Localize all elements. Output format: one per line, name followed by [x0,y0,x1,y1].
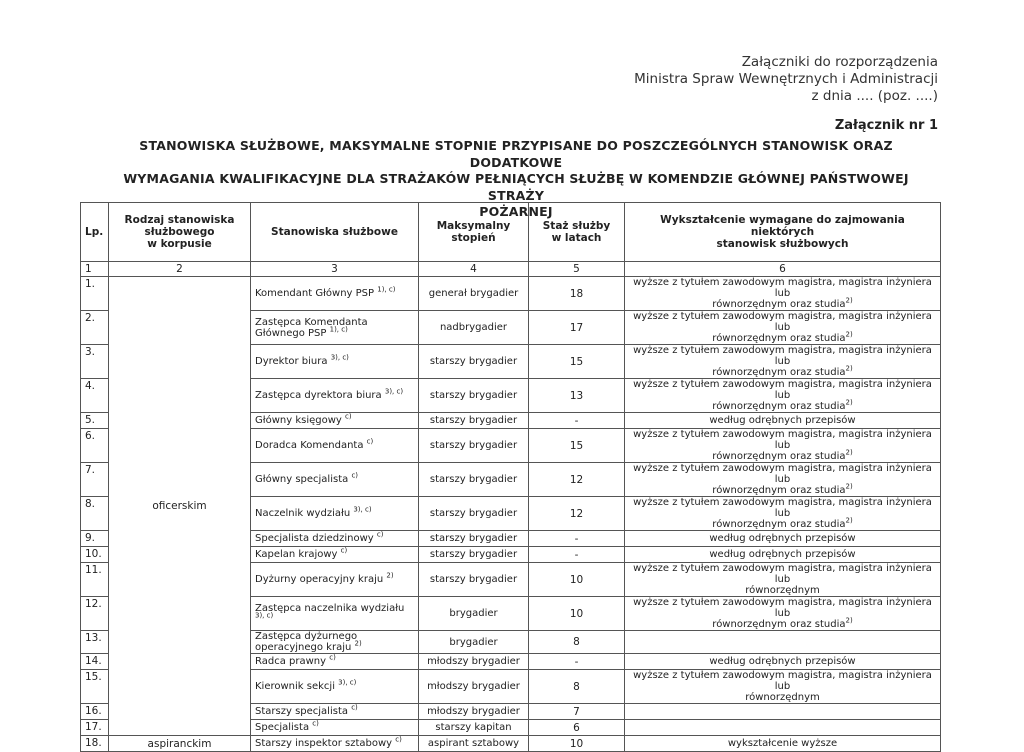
position-footnote: 2) [354,639,362,648]
header-years [529,203,625,262]
row-number: 3. [81,345,109,379]
education-footnote: 2) [845,398,853,407]
education-line-2 [629,364,936,378]
degree-cell: młodszy brygadier [419,670,529,704]
row-number: 17. [81,720,109,736]
title-line-2: WYMAGANIA KWALIFIKACYJNE DLA STRAŻAKÓW PEŁNIĄCYCH SŁUŻBĘ W KOMENDZIE GŁÓWNEJ PAŃSTWOWEJ STRAŻY [123,171,909,203]
education-line-1: wyższe z tytułem zawodowym magistra, magistra inżyniera lub [633,670,932,692]
header-years-line-1: Staż służby [542,220,611,232]
document-header [634,54,938,105]
education-line-2-text: równorzędnym oraz studia [712,333,846,344]
position-cell [251,563,419,597]
education-line-2 [629,516,936,530]
years-cell: 10 [529,563,625,597]
row-number: 18. [81,736,109,752]
education-line-1: według odrębnych przepisów [709,549,856,560]
degree-cell: nadbrygadier [419,311,529,345]
degree-cell: starszy kapitan [419,720,529,736]
title-line-1: STANOWISKA SŁUŻBOWE, MAKSYMALNE STOPNIE PRZYPISANE DO POSZCZEGÓLNYCH STANOWISK ORAZ DODATKOWE [139,138,893,170]
position-cell [251,720,419,736]
years-cell: - [529,654,625,670]
position-name: Dyżurny operacyjny kraju [255,574,384,585]
position-name: Doradca Komendanta [255,440,364,451]
position-footnote: 3), c) [353,505,372,514]
education-cell [625,547,941,563]
years-cell: 10 [529,597,625,631]
position-footnote: c) [351,703,358,712]
education-line-1: wyższe z tytułem zawodowym magistra, magistra inżyniera lub [633,311,932,333]
header-position: Stanowiska służbowe [251,203,419,262]
position-footnote: c) [351,471,359,480]
positions-table [80,202,941,752]
education-footnote: 2) [845,296,853,305]
position-name: Zastępca Komendanta Głównego PSP [255,316,368,339]
header-lp: Lp. [81,203,109,262]
degree-cell: starszy brygadier [419,429,529,463]
education-line-1: wykształcenie wyższe [727,738,838,749]
row-number: 1. [81,277,109,311]
position-cell [251,597,419,631]
degree-cell: generał brygadier [419,277,529,311]
education-line-2-text: równorzędnym oraz studia [712,299,846,310]
education-cell [625,736,941,752]
degree-cell: starszy brygadier [419,379,529,413]
education-line-2-text: równorzędnym oraz studia [712,401,846,412]
header-corps-line-1: Rodzaj stanowiska [124,214,235,226]
degree-cell: starszy brygadier [419,563,529,597]
table-row [81,736,941,752]
education-line-1: według odrębnych przepisów [709,415,856,426]
corps-officer-cell: oficerskim [109,277,251,736]
column-number: 1 [81,262,109,277]
education-line-2-text: równorzędnym oraz studia [712,485,846,496]
position-cell [251,429,419,463]
position-footnote: c) [345,412,352,421]
years-cell: - [529,413,625,429]
education-line-1: wyższe z tytułem zawodowym magistra, magistra inżyniera lub [633,463,932,485]
header-line-2: Ministra Spraw Wewnętrznych i Administracji [634,71,938,87]
education-cell [625,720,941,736]
annex-label: Załącznik nr 1 [834,118,938,133]
degree-cell: starszy brygadier [419,463,529,497]
corps-aspirant-cell: aspiranckim [109,736,251,752]
table-row [81,277,941,311]
column-number: 4 [419,262,529,277]
years-cell: 8 [529,670,625,704]
position-name: Komendant Główny PSP [255,288,375,299]
position-name: Zastępca dyżurnego operacyjnego kraju [255,631,358,653]
position-footnote: 3), c) [255,611,274,620]
position-cell [251,631,419,654]
education-line-2 [629,448,936,462]
header-degree [419,203,529,262]
position-cell [251,277,419,311]
education-footnote: 2) [845,364,853,373]
position-name: Główny specjalista [255,474,349,485]
years-cell: 12 [529,463,625,497]
education-line-2-text: równorzędnym [745,692,820,703]
education-cell [625,597,941,631]
position-footnote: c) [366,437,374,446]
row-number: 15. [81,670,109,704]
position-cell [251,345,419,379]
column-number: 3 [251,262,419,277]
row-number: 6. [81,429,109,463]
position-name: Zastępca naczelnika wydziału [255,602,405,614]
education-cell [625,654,941,670]
column-number: 2 [109,262,251,277]
position-footnote: 1), c) [377,285,396,294]
education-footnote: 2) [845,330,853,339]
years-cell: 15 [529,345,625,379]
position-name: Kierownik sekcji [255,681,335,692]
position-footnote: c) [376,530,384,539]
position-cell [251,311,419,345]
education-cell [625,531,941,547]
row-number: 7. [81,463,109,497]
position-footnote: 3), c) [384,387,404,396]
header-education [625,203,941,262]
years-cell: - [529,531,625,547]
education-line-1: wyższe z tytułem zawodowym magistra, magistra inżyniera lub [633,379,932,401]
degree-cell: brygadier [419,631,529,654]
education-line-1: wyższe z tytułem zawodowym magistra, magistra inżyniera lub [633,429,932,451]
education-line-2 [629,585,936,596]
position-name: Dyrektor biura [255,356,328,367]
education-cell [625,429,941,463]
position-name: Zastępca dyrektora biura [255,390,382,401]
header-degree-line-2: stopień [451,232,496,244]
position-footnote: 2) [386,571,394,580]
position-name: Specjalista [255,722,310,733]
position-footnote: 3), c) [338,678,357,687]
education-line-1: wyższe z tytułem zawodowym magistra, magistra inżyniera lub [633,597,932,619]
education-cell [625,345,941,379]
education-line-1: wyższe z tytułem zawodowym magistra, magistra inżyniera lub [633,563,932,585]
table-header-row [81,203,941,262]
years-cell: 15 [529,429,625,463]
years-cell: 12 [529,497,625,531]
degree-cell: brygadier [419,597,529,631]
years-cell: 13 [529,379,625,413]
row-number: 14. [81,654,109,670]
education-cell [625,670,941,704]
row-number: 12. [81,597,109,631]
years-cell: 8 [529,631,625,654]
position-footnote: 3), c) [330,353,349,362]
education-footnote: 2) [845,616,853,625]
degree-cell: starszy brygadier [419,497,529,531]
degree-cell: starszy brygadier [419,531,529,547]
education-line-2 [629,398,936,412]
education-line-1: według odrębnych przepisów [709,533,856,544]
education-cell [625,563,941,597]
degree-cell: młodszy brygadier [419,704,529,720]
education-line-2 [629,616,936,630]
position-name: Starszy inspektor sztabowy [255,738,393,749]
header-degree-line-1: Maksymalny [436,220,511,232]
position-cell [251,547,419,563]
row-number: 10. [81,547,109,563]
education-footnote: 2) [845,448,853,457]
education-line-2 [629,296,936,310]
education-line-1: wyższe z tytułem zawodowym magistra, magistra inżyniera lub [633,497,932,519]
position-footnote: 1), c) [329,325,348,334]
position-name: Główny księgowy [255,415,342,426]
position-footnote: c) [395,735,402,744]
row-number: 8. [81,497,109,531]
education-line-1: wyższe z tytułem zawodowym magistra, magistra inżyniera lub [633,345,932,367]
title-line-3: POŻARNEJ [479,204,553,219]
header-corps-line-3: w korpusie [147,238,212,250]
position-cell [251,736,419,752]
column-number: 6 [625,262,941,277]
education-line-2-text: równorzędnym oraz studia [712,451,846,462]
education-footnote: 2) [845,516,853,525]
education-cell [625,497,941,531]
position-cell [251,413,419,429]
position-name: Starszy specjalista [255,706,348,717]
row-number: 16. [81,704,109,720]
position-cell [251,463,419,497]
degree-cell: starszy brygadier [419,413,529,429]
row-number: 11. [81,563,109,597]
header-years-line-2: w latach [551,232,602,244]
years-cell: 6 [529,720,625,736]
column-number: 5 [529,262,625,277]
degree-cell: starszy brygadier [419,547,529,563]
years-cell: - [529,547,625,563]
row-number: 2. [81,311,109,345]
header-line-3: z dnia .... (poz. ....) [811,88,938,104]
education-line-1: według odrębnych przepisów [709,656,856,667]
header-corps [109,203,251,262]
degree-cell: młodszy brygadier [419,654,529,670]
education-cell [625,631,941,654]
position-cell [251,497,419,531]
education-line-2-text: równorzędnym [745,585,820,596]
position-cell [251,531,419,547]
position-name: Kapelan krajowy [255,549,338,560]
header-line-1: Załączniki do rozporządzenia [741,54,938,70]
education-line-2-text: równorzędnym oraz studia [712,619,846,630]
position-cell [251,654,419,670]
position-name: Radca prawny [255,656,327,667]
years-cell: 18 [529,277,625,311]
row-number: 9. [81,531,109,547]
education-line-2-text: równorzędnym oraz studia [712,367,846,378]
education-line-2-text: równorzędnym oraz studia [712,519,846,530]
education-cell [625,379,941,413]
column-number-row [81,262,941,277]
row-number: 13. [81,631,109,654]
degree-cell: aspirant sztabowy [419,736,529,752]
education-line-2 [629,692,936,703]
education-cell [625,413,941,429]
position-cell [251,379,419,413]
position-cell [251,704,419,720]
row-number: 5. [81,413,109,429]
education-line-1: wyższe z tytułem zawodowym magistra, magistra inżyniera lub [633,277,932,299]
years-cell: 17 [529,311,625,345]
education-footnote: 2) [845,482,853,491]
position-footnote: c) [340,546,348,555]
row-number: 4. [81,379,109,413]
education-line-2 [629,482,936,496]
position-name: Specjalista dziedzinowy [255,533,374,544]
education-cell [625,704,941,720]
years-cell: 10 [529,736,625,752]
years-cell: 7 [529,704,625,720]
position-footnote: c) [329,653,336,662]
education-cell [625,277,941,311]
education-cell [625,311,941,345]
header-education-line-2: stanowisk służbowych [716,238,849,250]
header-education-line-1: Wykształcenie wymagane do zajmowania niektórych [660,214,905,238]
position-name: Naczelnik wydziału [255,508,351,519]
education-line-2 [629,330,936,344]
degree-cell: starszy brygadier [419,345,529,379]
header-corps-line-2: służbowego [144,226,215,238]
position-cell [251,670,419,704]
education-cell [625,463,941,497]
position-footnote: c) [312,719,319,728]
